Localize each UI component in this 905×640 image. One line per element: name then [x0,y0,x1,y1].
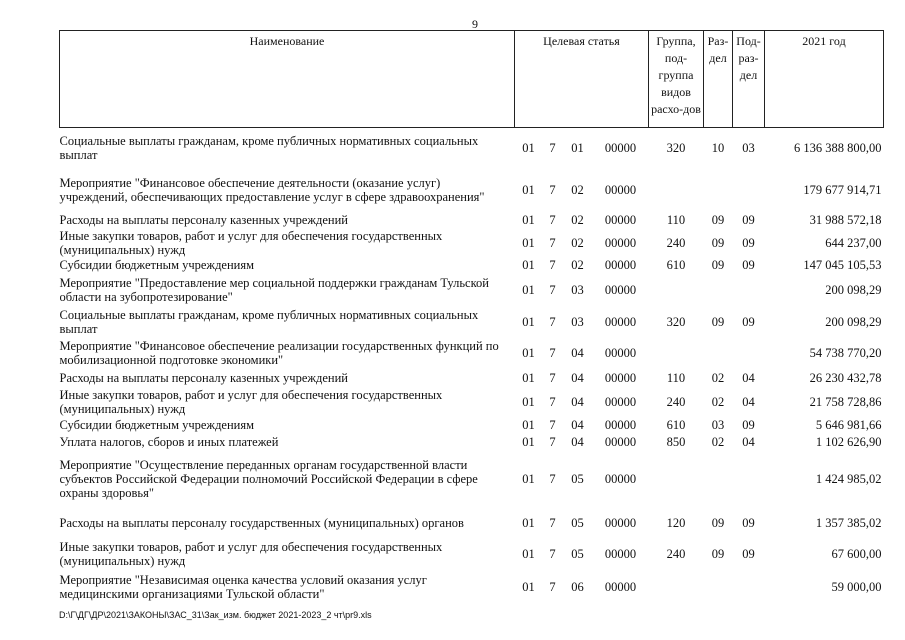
table-row [60,451,884,508]
target-code-3-cell: 01 [571,140,584,155]
target-code-2-cell: 7 [549,371,556,385]
header-group: Группа, под-группа видов расхо-дов [649,31,704,128]
subsection-cell [733,571,765,604]
amount-cell: 147 045 105,53 [803,258,882,272]
table-row [60,434,884,451]
group-cell [649,337,704,370]
target-code-3-cell: 04 [571,435,584,449]
group-cell: 610 [666,418,686,432]
row-name-cell: Иные закупки товаров, работ и услуг для обеспечения государственных (муниципальных) нужд [59,540,443,568]
section-cell: 03 [711,418,725,432]
section-cell [704,571,733,604]
target-code-3-cell: 03 [571,283,584,297]
amount-cell: 67 600,00 [831,547,882,561]
table-row [60,212,884,229]
target-code-1-cell: 01 [522,346,535,360]
target-code-3-cell: 06 [571,580,584,594]
target-code-1-cell: 01 [522,213,535,227]
row-name-cell: Субсидии бюджетным учреждениям [59,418,255,432]
subsection-cell: 09 [742,235,755,250]
subsection-cell [733,451,765,508]
amount-cell: 200 098,29 [825,283,882,297]
amount-cell: 644 237,00 [825,235,882,250]
header-name: Наименование [60,31,515,128]
row-name-cell: Уплата налогов, сборов и иных платежей [59,435,279,449]
target-code-4-cell: 00000 [604,472,637,486]
target-code-4-cell: 00000 [604,213,637,227]
subsection-cell: 09 [742,515,755,530]
group-cell: 240 [666,235,686,250]
target-code-1-cell: 01 [522,314,535,329]
table-row [60,274,884,307]
table-row [60,387,884,417]
row-name-cell: Расходы на выплаты персоналу казенных учреждений [59,213,348,227]
page-number: 9 [472,17,478,31]
target-code-3-cell: 03 [571,314,584,329]
target-code-3-cell: 05 [571,547,584,561]
group-cell: 320 [666,140,686,155]
row-name-cell: Мероприятие "Независимая оценка качества условий оказания услуг медицинскими организациями Тульской области" [59,573,427,601]
subsection-cell [733,168,765,212]
section-cell: 10 [711,140,725,155]
table-row [60,538,884,571]
target-code-4-cell: 00000 [604,314,637,329]
amount-cell: 26 230 432,78 [809,371,882,385]
row-name-cell: Расходы на выплаты персоналу казенных учреждений [59,371,348,385]
target-code-2-cell: 7 [549,435,556,449]
group-cell: 240 [666,547,686,561]
target-code-2-cell: 7 [549,182,556,197]
target-code-3-cell: 04 [571,371,584,385]
group-cell: 610 [666,258,686,272]
target-code-3-cell: 05 [571,515,584,530]
target-code-3-cell: 04 [571,418,584,432]
table-row [60,370,884,387]
target-code-1-cell: 01 [522,235,535,250]
subsection-cell [733,274,765,307]
target-code-1-cell: 01 [522,435,535,449]
section-cell [704,168,733,212]
row-name-cell: Расходы на выплаты персоналу государственных (муниципальных) органов [59,515,464,530]
group-cell: 120 [666,515,686,530]
target-code-1-cell: 01 [522,580,535,594]
target-code-4-cell: 00000 [604,235,637,250]
target-code-2-cell: 7 [549,314,556,329]
row-name-cell: Субсидии бюджетным учреждениям [59,258,255,272]
file-path-footer: D:\Г\ДГ\ДР\2021\ЗАКОНЫ\ЗАС_31\Зак_изм. бюджет 2021-2023_2 чт\pr9.xls [59,610,372,620]
table-row [60,571,884,604]
amount-cell: 54 738 770,20 [809,346,882,360]
target-code-2-cell: 7 [549,258,556,272]
target-code-4-cell: 00000 [604,418,637,432]
target-code-1-cell: 01 [522,515,535,530]
target-code-4-cell: 00000 [604,580,637,594]
amount-cell: 179 677 914,71 [803,182,882,197]
target-code-3-cell: 02 [571,235,584,250]
group-cell: 320 [666,314,686,329]
section-cell: 02 [711,394,725,409]
table-row [60,168,884,212]
amount-cell: 1 424 985,02 [815,472,882,486]
target-code-2-cell: 7 [549,515,556,530]
header-section: Раз-дел [704,31,733,128]
group-cell [649,451,704,508]
section-cell: 09 [711,235,725,250]
target-code-4-cell: 00000 [604,435,637,449]
target-code-4-cell: 00000 [604,140,637,155]
header-subsection: Под-раз-дел [733,31,765,128]
target-code-4-cell: 00000 [604,182,637,197]
section-cell: 09 [711,213,725,227]
table-row [60,229,884,257]
group-cell [649,274,704,307]
subsection-cell: 09 [742,314,755,329]
amount-cell: 31 988 572,18 [809,213,882,227]
target-code-1-cell: 01 [522,472,535,486]
subsection-cell: 09 [742,418,755,432]
target-code-4-cell: 00000 [604,283,637,297]
subsection-cell: 09 [742,213,755,227]
row-name-cell: Мероприятие "Предоставление мер социальной поддержки гражданам Тульской области на зубопротезирование" [59,276,489,304]
table-row [60,337,884,370]
subsection-cell: 03 [742,140,755,155]
row-name-cell: Иные закупки товаров, работ и услуг для обеспечения государственных (муниципальных) нужд [59,228,443,257]
row-name-cell: Иные закупки товаров, работ и услуг для обеспечения государственных (муниципальных) нужд [59,387,443,416]
row-name-cell: Мероприятие "Финансовое обеспечение реализации государственных функций по мобилизационной подготовке экономики" [59,339,499,367]
table-row [60,417,884,434]
amount-cell: 1 102 626,90 [815,435,882,449]
subsection-cell [733,337,765,370]
target-code-4-cell: 00000 [604,547,637,561]
section-cell: 09 [711,515,725,530]
group-cell: 240 [666,394,686,409]
target-code-2-cell: 7 [549,235,556,250]
table-row [60,307,884,337]
table-row [60,128,884,168]
row-name-cell: Социальные выплаты гражданам, кроме публичных нормативных социальных выплат [59,133,479,162]
amount-cell: 21 758 728,86 [809,394,882,409]
target-code-1-cell: 01 [522,418,535,432]
table-body [60,128,884,604]
target-code-1-cell: 01 [522,394,535,409]
target-code-2-cell: 7 [549,394,556,409]
subsection-cell: 09 [742,258,755,272]
target-code-3-cell: 04 [571,394,584,409]
amount-cell: 5 646 981,66 [815,418,882,432]
target-code-4-cell: 00000 [604,346,637,360]
group-cell: 110 [666,213,686,227]
target-code-3-cell: 02 [571,213,584,227]
amount-cell: 200 098,29 [825,314,882,329]
subsection-cell: 09 [742,547,755,561]
section-cell [704,274,733,307]
section-cell: 09 [711,314,725,329]
target-code-4-cell: 00000 [604,515,637,530]
section-cell: 09 [711,258,725,272]
header-year: 2021 год [765,31,884,128]
subsection-cell: 04 [742,435,755,449]
group-cell: 850 [666,435,686,449]
target-code-3-cell: 02 [571,258,584,272]
target-code-1-cell: 01 [522,371,535,385]
target-code-1-cell: 01 [522,140,535,155]
section-cell [704,451,733,508]
target-code-1-cell: 01 [522,258,535,272]
amount-cell: 59 000,00 [831,580,882,594]
target-code-2-cell: 7 [549,283,556,297]
target-code-2-cell: 7 [549,580,556,594]
budget-table [59,30,884,604]
target-code-4-cell: 00000 [604,394,637,409]
target-code-2-cell: 7 [549,213,556,227]
group-cell [649,571,704,604]
target-code-3-cell: 05 [571,472,584,486]
amount-cell: 6 136 388 800,00 [794,140,882,155]
section-cell: 02 [711,435,725,449]
row-name-cell: Мероприятие "Осуществление переданных органам государственной власти субъектов Российской Федерации полномочий Российской Федерации в сфере охраны здоровья" [59,458,478,500]
section-cell: 02 [711,371,725,385]
target-code-2-cell: 7 [549,346,556,360]
target-code-3-cell: 02 [571,182,584,197]
target-code-2-cell: 7 [549,418,556,432]
table-header-row [60,31,884,128]
section-cell: 09 [711,547,725,561]
table-row [60,257,884,274]
group-cell: 110 [666,371,686,385]
target-code-1-cell: 01 [522,547,535,561]
target-code-1-cell: 01 [522,182,535,197]
section-cell [704,337,733,370]
target-code-2-cell: 7 [549,472,556,486]
target-code-2-cell: 7 [549,547,556,561]
row-name-cell: Мероприятие "Финансовое обеспечение деятельности (оказание услуг) учреждений, обеспечивающих предоставление услуг в сфере здравоохранения" [59,175,485,204]
header-target: Целевая статья [515,31,649,128]
amount-cell: 1 357 385,02 [815,515,882,530]
row-name-cell: Социальные выплаты гражданам, кроме публичных нормативных социальных выплат [59,307,479,336]
target-code-4-cell: 00000 [604,258,637,272]
group-cell [649,168,704,212]
target-code-1-cell: 01 [522,283,535,297]
target-code-4-cell: 00000 [604,371,637,385]
subsection-cell: 04 [742,371,755,385]
table-row [60,508,884,538]
subsection-cell: 04 [742,394,755,409]
target-code-2-cell: 7 [549,140,556,155]
target-code-3-cell: 04 [571,346,584,360]
